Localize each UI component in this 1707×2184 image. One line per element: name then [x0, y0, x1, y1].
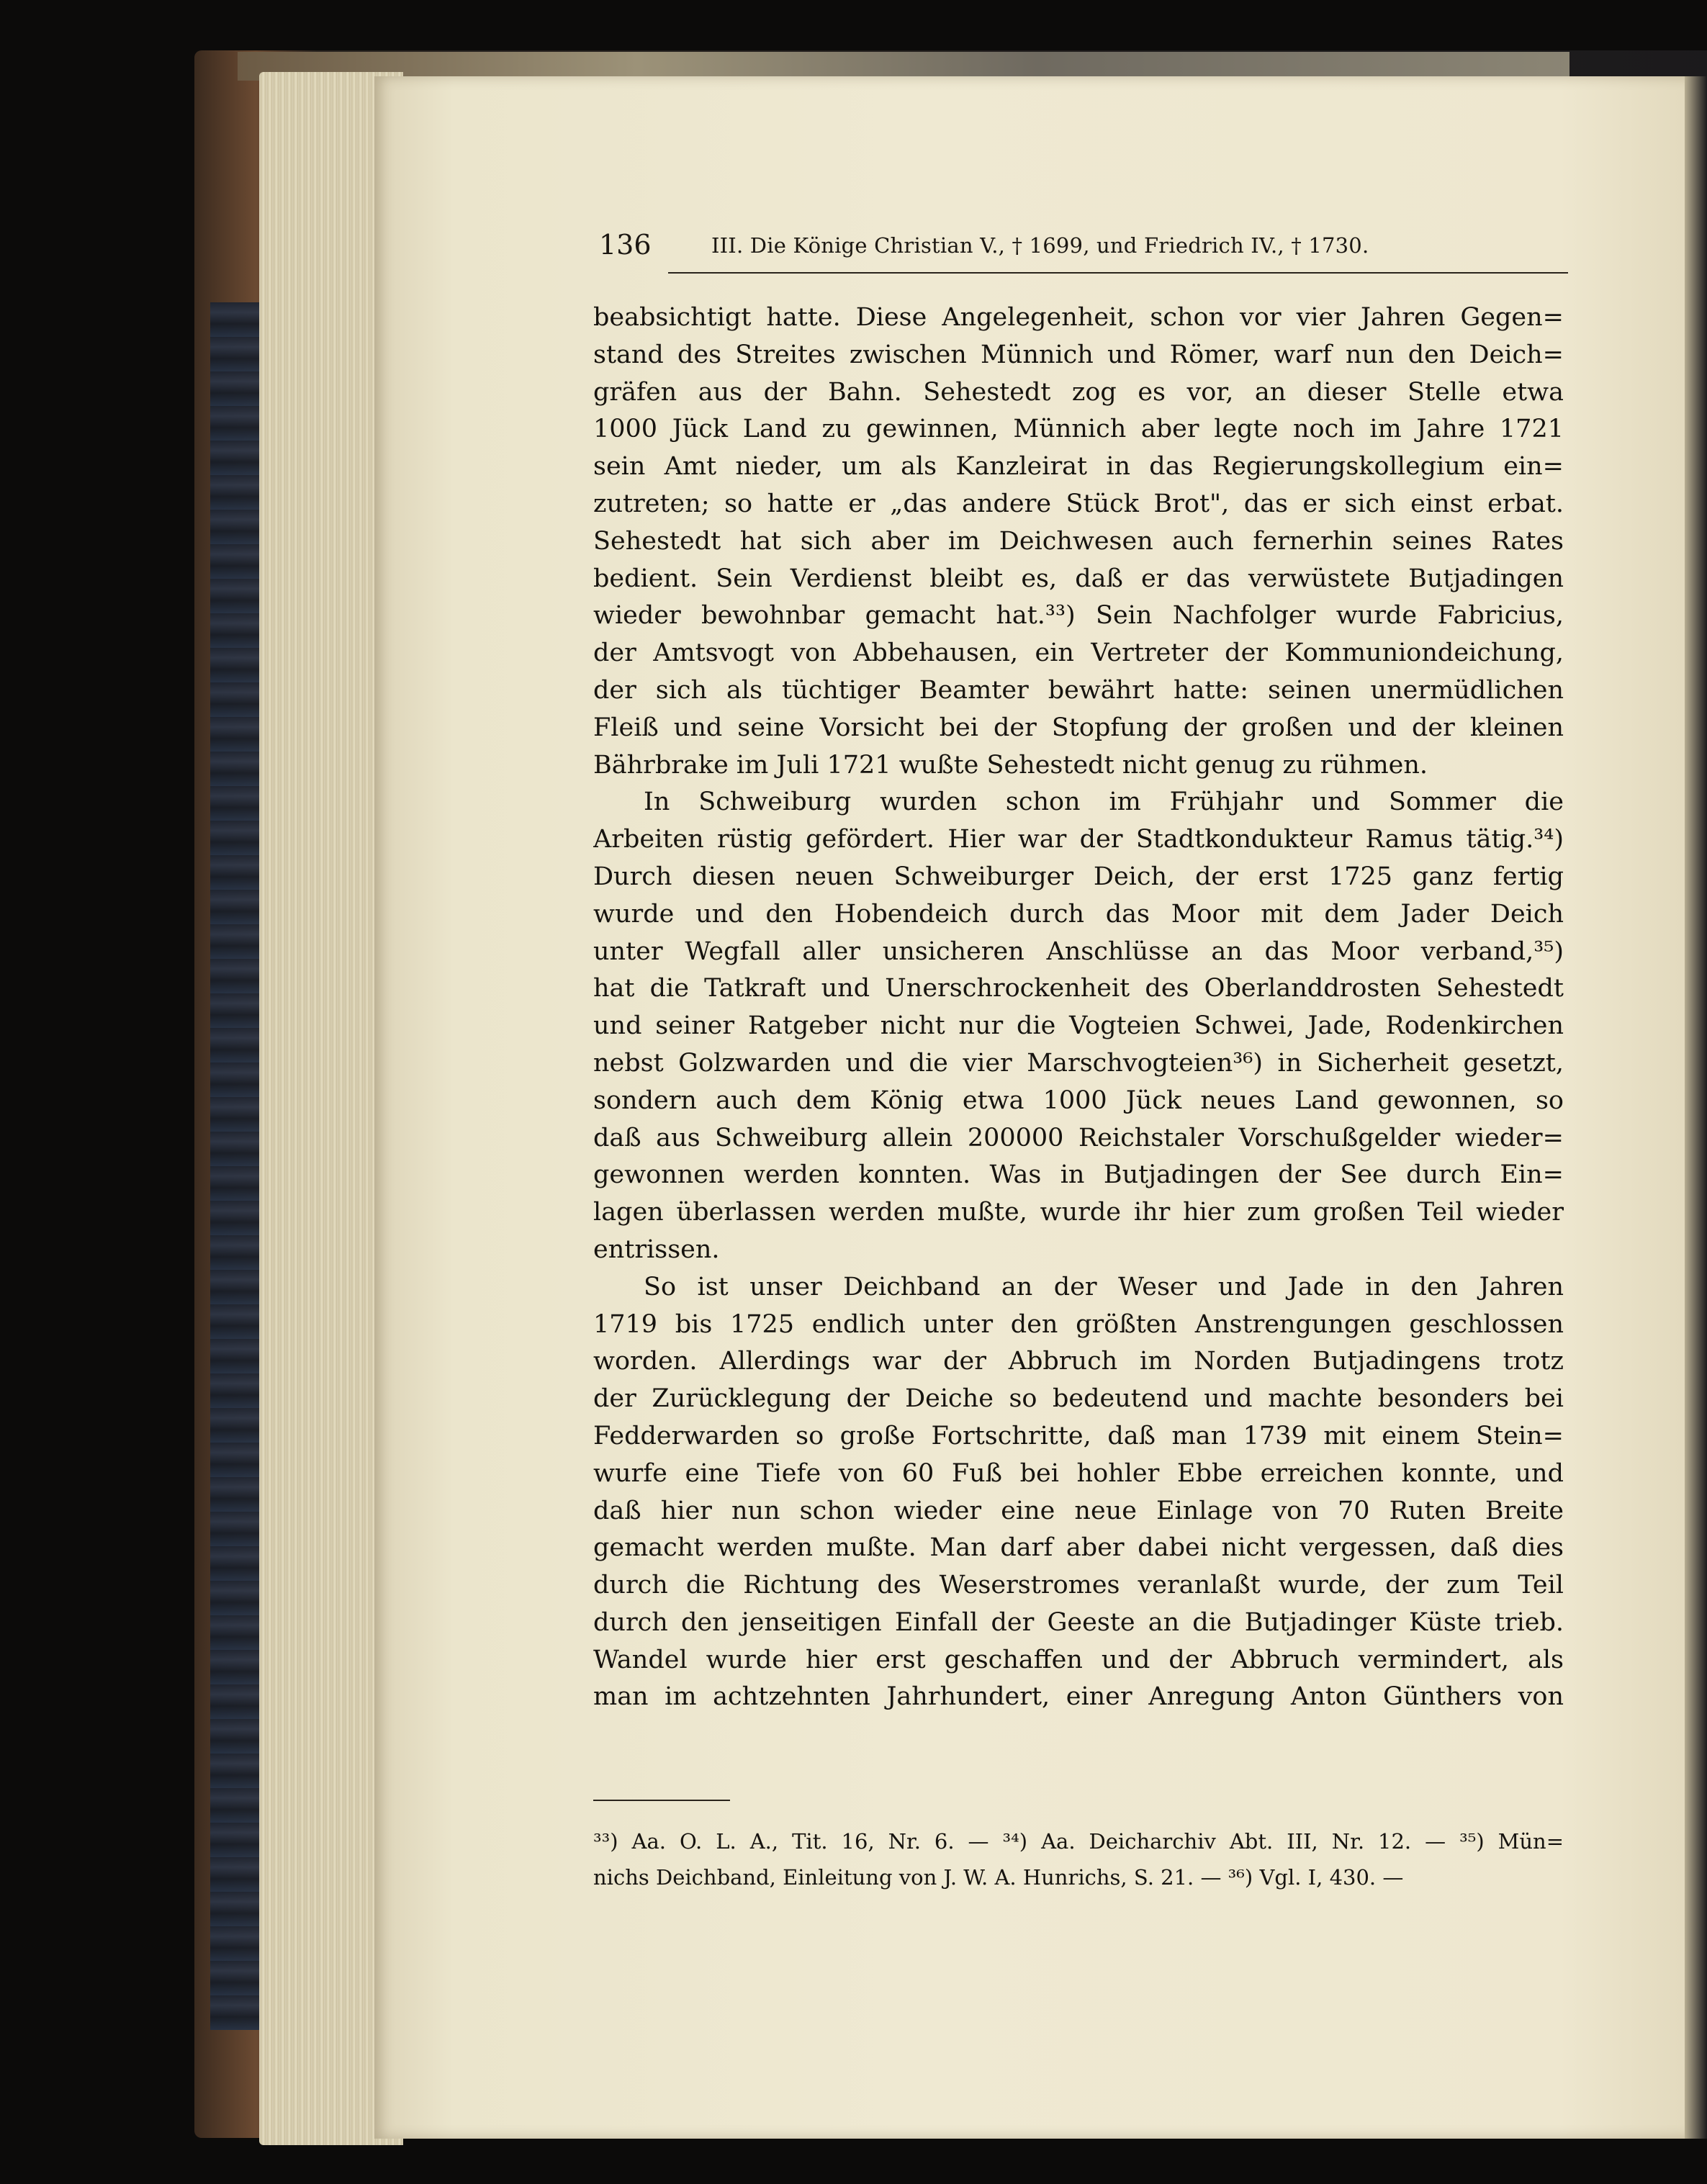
- text-line: bedient. Sein Verdienst bleibt es, daß er das verwüstete Butjadingen: [593, 564, 1564, 593]
- text-line: unter Wegfall aller unsicheren Anschlüsse an das Moor verband,³⁵): [593, 937, 1564, 966]
- text-line: durch den jenseitigen Einfall der Geeste an die Butjadinger Küste trieb.: [593, 1607, 1564, 1637]
- text-line: lagen überlassen werden mußte, wurde ihr hier zum großen Teil wieder: [593, 1198, 1564, 1227]
- text-line: der sich als tüchtiger Beamter bewährt hatte: seinen unermüdlichen: [593, 675, 1564, 705]
- text-line: entrissen.: [593, 1235, 720, 1264]
- text-line: und seiner Ratgeber nicht nur die Vogteien Schwei, Jade, Rodenkirchen: [593, 1011, 1564, 1041]
- text-line: wieder bewohnbar gemacht hat.³³) Sein Nachfolger wurde Fabricius,: [593, 601, 1564, 631]
- header-rule: [668, 272, 1568, 274]
- text-line: Wandel wurde hier erst geschaffen und der Abbruch vermindert, als: [593, 1645, 1564, 1674]
- text-line: sondern auch dem König etwa 1000 Jück neues Land gewonnen, so: [593, 1086, 1564, 1115]
- footnotes: [593, 1823, 1564, 1895]
- text-line: beabsichtigt hatte. Diese Angelegenheit, schon vor vier Jahren Gegen=: [593, 303, 1564, 332]
- text-line: durch die Richtung des Weserstromes veranlaßt wurde, der zum Teil: [593, 1571, 1564, 1600]
- running-header: [599, 229, 1567, 272]
- text-line: So ist unser Deichband an der Weser und Jade in den Jahren: [644, 1272, 1564, 1301]
- footnote-rule: [593, 1800, 730, 1801]
- text-line: gewonnen werden konnten. Was in Butjadingen der See durch Ein=: [593, 1160, 1564, 1190]
- text-line: nebst Golzwarden und die vier Marschvogteien³⁶) in Sicherheit gesetzt,: [593, 1048, 1564, 1078]
- text-line: Fleiß und seine Vorsicht bei der Stopfung der großen und der kleinen: [593, 713, 1564, 742]
- text-line: wurde und den Hobendeich durch das Moor mit dem Jader Deich: [593, 899, 1564, 929]
- text-line: 1000 Jück Land zu gewinnen, Münnich aber legte noch im Jahre 1721: [593, 415, 1564, 444]
- text-line: man im achtzehnten Jahrhundert, einer Anregung Anton Günthers von: [593, 1682, 1564, 1712]
- text-line: der Zurücklegung der Deiche so bedeutend und machte besonders bei: [593, 1384, 1564, 1414]
- text-line: Durch diesen neuen Schweiburger Deich, der erst 1725 ganz fertig: [593, 862, 1564, 891]
- text-line: wurfe eine Tiefe von 60 Fuß bei hohler Ebbe erreichen konnte, und: [593, 1458, 1564, 1488]
- body-text: [593, 299, 1564, 1716]
- text-line: gemacht werden mußte. Man darf aber dabei nicht vergessen, daß dies: [593, 1533, 1564, 1563]
- text-line: worden. Allerdings war der Abbruch im Norden Butjadingens trotz: [593, 1347, 1564, 1376]
- running-title: III. Die Könige Christian V., † 1699, und Friedrich IV., † 1730.: [711, 233, 1369, 258]
- text-line: Bährbrake im Juli 1721 wußte Sehestedt nicht genug zu rühmen.: [593, 750, 1428, 780]
- text-line: Fedderwarden so große Fortschritte, daß man 1739 mit einem Stein=: [593, 1421, 1564, 1450]
- text-line: daß aus Schweiburg allein 200000 Reichstaler Vorschußgelder wieder=: [593, 1123, 1564, 1152]
- text-line: gräfen aus der Bahn. Sehestedt zog es vor, an dieser Stelle etwa: [593, 377, 1564, 407]
- text-line: In Schweiburg wurden schon im Frühjahr und Sommer die: [644, 788, 1564, 817]
- footnote-line: ³³) Aa. O. L. A., Tit. 16, Nr. 6. — ³⁴) Aa. Deicharchiv Abt. III, Nr. 12. — ³⁵) Mün=: [593, 1829, 1564, 1854]
- text-line: daß hier nun schon wieder eine neue Einlage von 70 Ruten Breite: [593, 1496, 1564, 1525]
- text-line: hat die Tatkraft und Unerschrockenheit des Oberlanddrosten Sehestedt: [593, 974, 1564, 1003]
- text-line: Arbeiten rüstig gefördert. Hier war der Stadtkondukteur Ramus tätig.³⁴): [593, 825, 1564, 854]
- text-line: zutreten; so hatte er „das andere Stück Brot", das er sich einst erbat.: [593, 489, 1564, 518]
- text-line: 1719 bis 1725 endlich unter den größten Anstrengungen geschlossen: [593, 1309, 1564, 1339]
- text-line: stand des Streites zwischen Münnich und Römer, warf nun den Deich=: [593, 340, 1564, 369]
- text-line: der Amtsvogt von Abbehausen, ein Vertreter der Kommuniondeichung,: [593, 638, 1564, 668]
- page-right-shadow: [1685, 76, 1707, 2139]
- text-line: Sehestedt hat sich aber im Deichwesen auch fernerhin seines Rates: [593, 526, 1564, 556]
- text-line: sein Amt nieder, um als Kanzleirat in das Regierungskollegium ein=: [593, 452, 1564, 482]
- footnote-line: nichs Deichband, Einleitung von J. W. A. Hunrichs, S. 21. — ³⁶) Vgl. I, 430. —: [593, 1865, 1404, 1890]
- page-number: 136: [599, 229, 652, 261]
